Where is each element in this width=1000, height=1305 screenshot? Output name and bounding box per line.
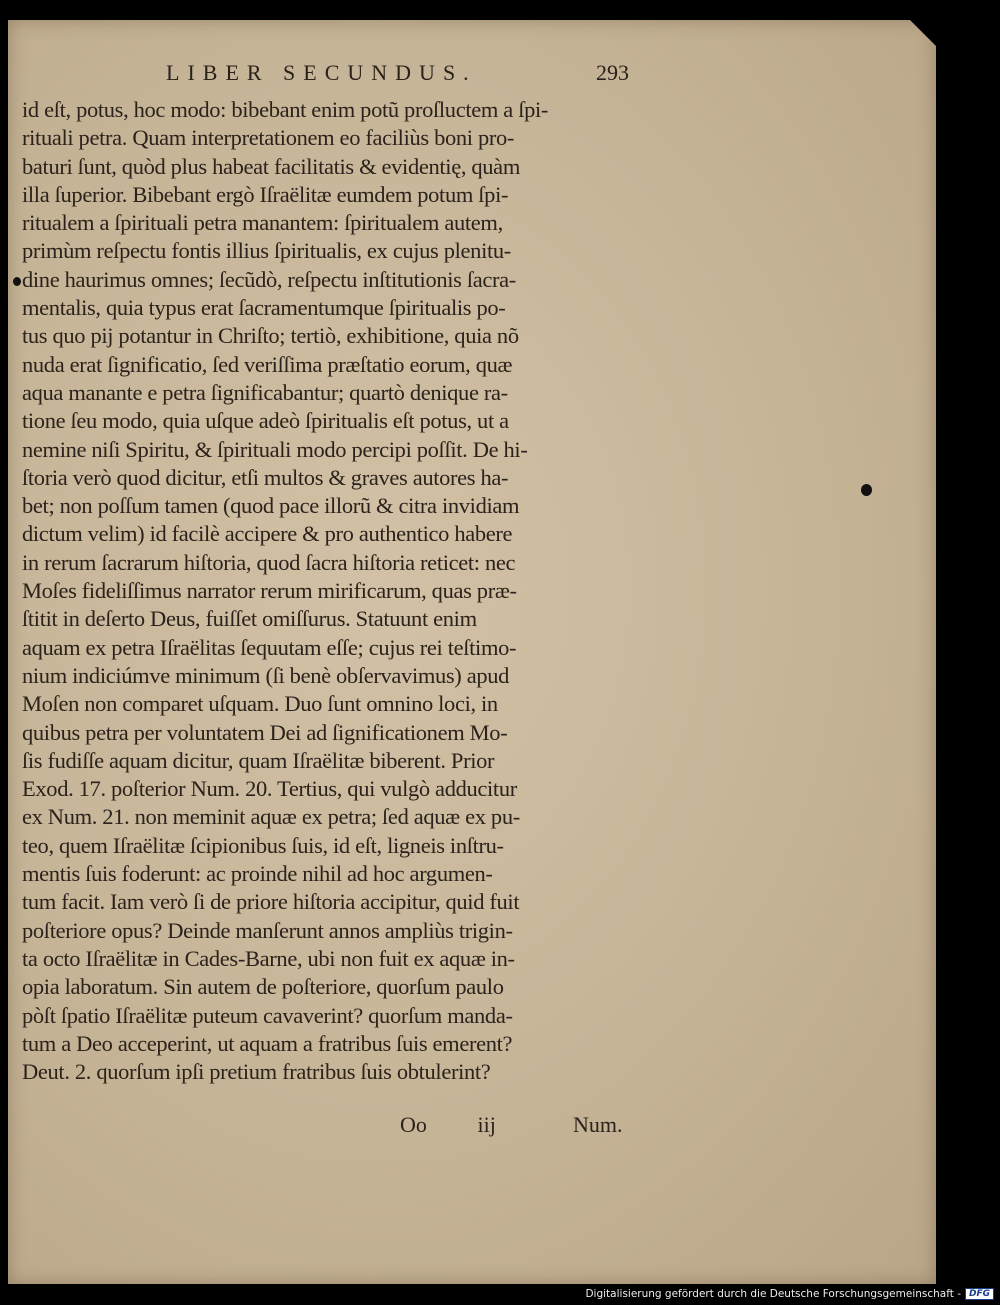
- text-line: tus quo pij potantur in Chriſto; tertiò, exhibitione, quia nõ: [22, 323, 519, 349]
- text-line: ſis fudiſſe aquam dicitur, quam Iſraëlitæ biberent. Prior: [22, 747, 495, 773]
- signature-mark: Oo: [400, 1112, 427, 1137]
- text-line: Deut. 2. quorſum ipſi pretium fratribus ſuis obtulerint?: [22, 1059, 491, 1085]
- body-text: [22, 96, 644, 1086]
- text-line: primùm reſpectu fontis illius ſpiritualis, ex cujus plenitu-: [22, 238, 511, 264]
- catchword: Num.: [573, 1112, 623, 1137]
- text-line: Moſen non comparet uſquam. Duo ſunt omnino loci, in: [22, 691, 498, 717]
- text-line: in rerum ſacrarum hiſtoria, quod ſacra hiſtoria reticet: nec: [22, 549, 516, 575]
- text-line: ritualem a ſpirituali petra manantem: ſpiritualem autem,: [22, 210, 503, 236]
- digitization-footer: [585, 1288, 994, 1300]
- text-line: dictum velim) id facilè accipere & pro authentico habere: [22, 521, 513, 547]
- text-line: nium indiciúmve minimum (ſi benè obſervavimus) apud: [22, 662, 510, 688]
- text-line: ſtitit in deſerto Deus, fuiſſet omiſſurus. Statuunt enim: [22, 606, 477, 632]
- text-line: bet; non poſſum tamen (quod pace illorũ & citra invidiam: [22, 493, 520, 519]
- text-line: ex Num. 21. non meminit aquæ ex petra; ſed aquæ ex pu-: [22, 804, 520, 830]
- page-number: 293: [596, 60, 629, 85]
- text-line: tum facit. Iam verò ſi de priore hiſtoria accipitur, quid fuit: [22, 889, 520, 915]
- text-line: teo, quem Iſraëlitæ ſcipionibus ſuis, id eſt, ligneis inſtru-: [22, 832, 504, 858]
- text-line: ta octo Iſraëlitæ in Cades-Barne, ubi non fuit ex aquæ in-: [22, 945, 515, 971]
- text-line: Moſes fideliſſimus narrator rerum mirificarum, quas præ-: [22, 578, 517, 604]
- dfg-logo: DFG: [965, 1288, 994, 1300]
- text-line: id eſt, potus, hoc modo: bibebant enim potũ proſluctem a ſpi-: [22, 97, 549, 122]
- signature-leaf: iij: [477, 1112, 496, 1137]
- text-line: tum a Deo acceperint, ut aquam a fratribus ſuis emerent?: [22, 1030, 513, 1056]
- text-line: nuda erat ſignificatio, ſed veriſſima præſtatio eorum, quæ: [22, 351, 513, 377]
- text-line: ſtoria verò quod dicitur, etſi multos & graves autores ha-: [22, 464, 509, 490]
- ink-spot: [13, 277, 21, 286]
- text-line: baturi ſunt, quòd plus habeat facilitatis & evidentię, quàm: [22, 153, 520, 179]
- ink-spot: [861, 484, 872, 496]
- text-line: tione ſeu modo, quia uſque adeò ſpiritualis eſt potus, ut a: [22, 408, 509, 434]
- text-line: nemine niſi Spiritu, & ſpirituali modo percipi poſſit. De hi-: [22, 436, 528, 462]
- text-line: opia laboratum. Sin autem de poſteriore, quorſum paulo: [22, 974, 504, 1000]
- signature-line: [400, 1112, 623, 1138]
- book-page: [8, 20, 936, 1284]
- text-line: poſteriore opus? Deinde manſerunt annos ampliùs trigin-: [22, 917, 513, 943]
- footer-credit: Digitalisierung gefördert durch die Deutsche Forschungsgemeinschaft -: [585, 1288, 961, 1300]
- text-line: mentis ſuis foderunt: ac proinde nihil ad hoc argumen-: [22, 861, 493, 887]
- text-line: pòſt ſpatio Iſraëlitæ puteum cavaverint? quorſum manda-: [22, 1002, 513, 1028]
- text-line: illa ſuperior. Bibebant ergò Iſraëlitæ eumdem potum ſpi-: [22, 181, 509, 207]
- text-line: aquam ex petra Iſraëlitas ſequutam eſſe; cujus rei teſtimo-: [22, 634, 517, 660]
- text-line: aqua manante e petra ſignificabantur; quartò denique ra-: [22, 379, 508, 405]
- text-line: mentalis, quia typus erat ſacramentumque ſpiritualis po-: [22, 295, 506, 321]
- running-title: LIBER SECUNDUS.: [166, 60, 477, 85]
- text-line: rituali petra. Quam interpretationem eo faciliùs boni pro-: [22, 125, 515, 151]
- text-line: quibus petra per voluntatem Dei ad ſignificationem Mo-: [22, 719, 508, 745]
- page-header: [8, 60, 936, 100]
- text-line: Exod. 17. poſterior Num. 20. Tertius, qui vulgò adducitur: [22, 776, 517, 802]
- text-line: dine haurimus omnes; ſecũdò, reſpectu inſtitutionis ſacra-: [22, 266, 516, 292]
